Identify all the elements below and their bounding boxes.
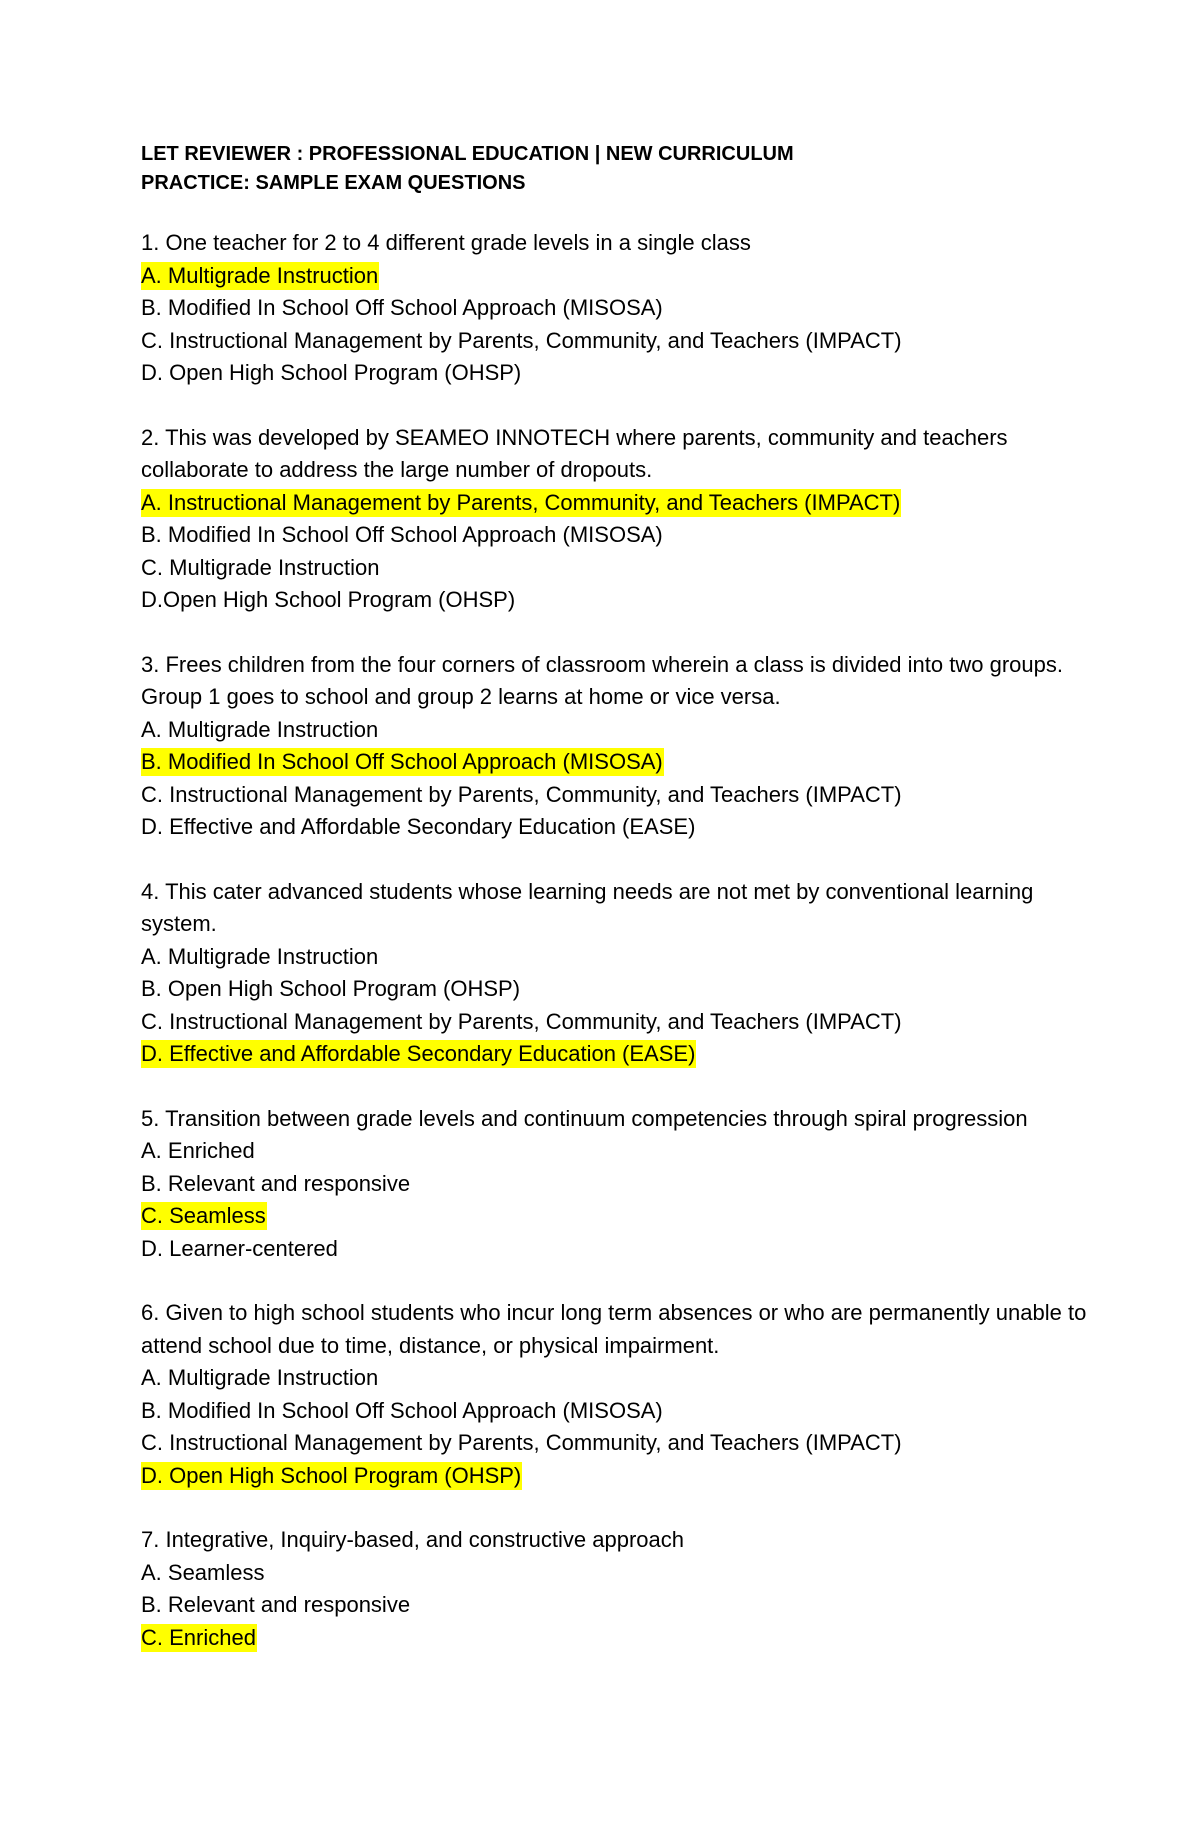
answer-option-highlighted bbox=[141, 1460, 1091, 1493]
answer-option bbox=[141, 325, 1091, 358]
option-text: D. Effective and Affordable Secondary Education (EASE) bbox=[141, 814, 696, 839]
answer-option bbox=[141, 1135, 1091, 1168]
answer-option-highlighted bbox=[141, 260, 1091, 293]
option-text: D.Open High School Program (OHSP) bbox=[141, 587, 516, 612]
answer-option-highlighted bbox=[141, 746, 1091, 779]
option-text: A. Enriched bbox=[141, 1138, 255, 1163]
answer-option bbox=[141, 1233, 1091, 1266]
answer-option bbox=[141, 714, 1091, 747]
answer-option bbox=[141, 811, 1091, 844]
option-text: C. Instructional Management by Parents, Community, and Teachers (IMPACT) bbox=[141, 1430, 902, 1455]
question-stem: 1. One teacher for 2 to 4 different grade levels in a single class bbox=[141, 230, 751, 255]
option-text: C. Instructional Management by Parents, Community, and Teachers (IMPACT) bbox=[141, 1008, 902, 1034]
option-text: A. Instructional Management by Parents, Community, and Teachers (IMPACT) bbox=[141, 489, 901, 515]
answer-option bbox=[141, 1006, 1091, 1039]
answer-option bbox=[141, 357, 1091, 390]
answer-option bbox=[141, 1557, 1091, 1590]
answer-option-highlighted bbox=[141, 1200, 1091, 1233]
option-text: B. Modified In School Off School Approach (MISOSA) bbox=[141, 1397, 663, 1423]
answer-option bbox=[141, 1395, 1091, 1428]
answer-option-highlighted bbox=[141, 487, 1091, 520]
answer-option bbox=[141, 973, 1091, 1006]
question-block bbox=[141, 876, 1091, 1071]
option-text: B. Modified In School Off School Approach (MISOSA) bbox=[141, 295, 663, 320]
document-header bbox=[141, 140, 1091, 198]
option-text: D. Learner-centered bbox=[141, 1235, 338, 1261]
option-text: C. Instructional Management by Parents, Community, and Teachers (IMPACT) bbox=[141, 327, 902, 353]
option-text: B. Modified In School Off School Approach (MISOSA) bbox=[141, 749, 663, 774]
option-text: A. Multigrade Instruction bbox=[141, 943, 379, 969]
answer-option bbox=[141, 552, 1091, 585]
question-stem: 5. Transition between grade levels and continuum competencies through spiral progression bbox=[141, 1105, 1028, 1131]
question-block bbox=[141, 227, 1091, 390]
question-list bbox=[141, 227, 1091, 1654]
answer-option-highlighted bbox=[141, 1038, 1091, 1071]
answer-option bbox=[141, 584, 1091, 617]
option-text: D. Effective and Affordable Secondary Education (EASE) bbox=[141, 1041, 696, 1066]
answer-option bbox=[141, 1168, 1091, 1201]
option-text: D. Open High School Program (OHSP) bbox=[141, 360, 522, 385]
question-block bbox=[141, 649, 1091, 844]
option-text: B. Relevant and responsive bbox=[141, 1170, 411, 1196]
option-text: D. Open High School Program (OHSP) bbox=[141, 1462, 522, 1488]
question-stem: 4. This cater advanced students whose learning needs are not met by conventional learning system. bbox=[141, 878, 1034, 936]
option-text: B. Modified In School Off School Approach (MISOSA) bbox=[141, 522, 663, 547]
question-block bbox=[141, 1297, 1091, 1492]
document-content bbox=[141, 140, 1091, 1686]
option-text: C. Enriched bbox=[141, 1624, 256, 1650]
option-text: C. Multigrade Instruction bbox=[141, 554, 380, 580]
option-text: A. Multigrade Instruction bbox=[141, 1365, 379, 1390]
answer-option-highlighted bbox=[141, 1622, 1091, 1655]
answer-option bbox=[141, 941, 1091, 974]
question-stem: 7. Integrative, Inquiry-based, and constructive approach bbox=[141, 1527, 684, 1552]
question-block bbox=[141, 1524, 1091, 1654]
option-text: B. Relevant and responsive bbox=[141, 1592, 411, 1617]
document-subtitle: PRACTICE: SAMPLE EXAM QUESTIONS bbox=[141, 172, 526, 194]
question-block bbox=[141, 1103, 1091, 1266]
option-text: A. Multigrade Instruction bbox=[141, 716, 379, 742]
answer-option bbox=[141, 519, 1091, 552]
option-text: A. Multigrade Instruction bbox=[141, 262, 379, 288]
answer-option bbox=[141, 292, 1091, 325]
answer-option bbox=[141, 1589, 1091, 1622]
option-text: C. Seamless bbox=[141, 1203, 266, 1228]
answer-option bbox=[141, 779, 1091, 812]
question-stem: 3. Frees children from the four corners of classroom wherein a class is divided into two groups. Group 1 goes to school and group 2 learns at home or vice versa. bbox=[141, 651, 1063, 709]
option-text: B. Open High School Program (OHSP) bbox=[141, 976, 521, 1001]
answer-option bbox=[141, 1362, 1091, 1395]
question-block bbox=[141, 422, 1091, 617]
question-stem: 2. This was developed by SEAMEO INNOTECH where parents, community and teachers collaborate to address the large number of dropouts. bbox=[141, 424, 1008, 482]
option-text: A. Seamless bbox=[141, 1559, 265, 1585]
answer-option bbox=[141, 1427, 1091, 1460]
question-stem: 6. Given to high school students who incur long term absences or who are permanently unable to attend school due to time, distance, or physical impairment. bbox=[141, 1300, 1087, 1358]
document-title: LET REVIEWER : PROFESSIONAL EDUCATION | NEW CURRICULUM bbox=[141, 143, 794, 165]
option-text: C. Instructional Management by Parents, Community, and Teachers (IMPACT) bbox=[141, 781, 902, 807]
